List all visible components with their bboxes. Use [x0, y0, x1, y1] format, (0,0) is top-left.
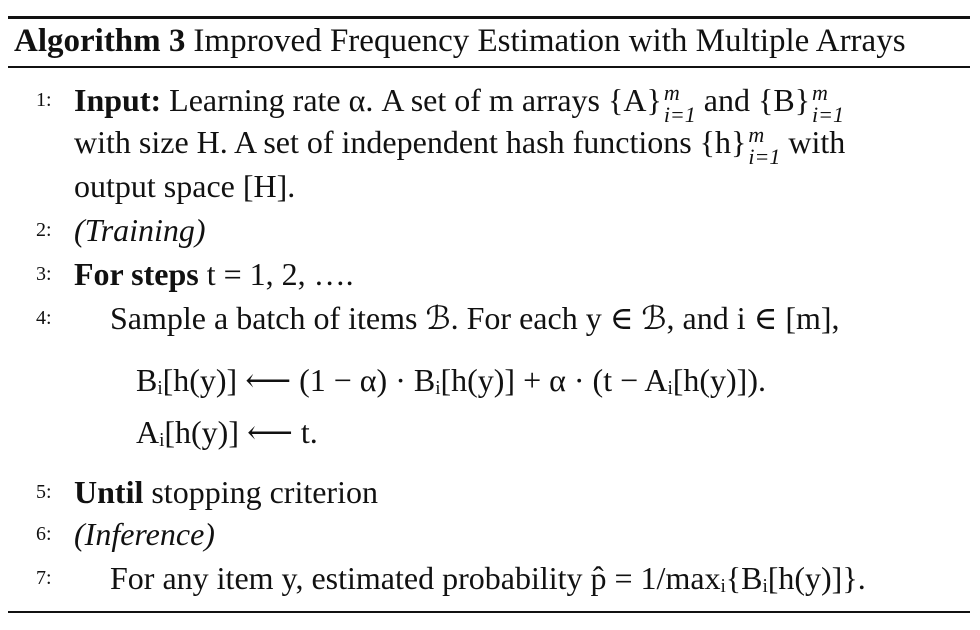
line-number-3: 3: [36, 263, 52, 285]
caption-rule [8, 66, 970, 68]
until-keyword: Until [74, 474, 144, 510]
for-steps-line [74, 254, 354, 294]
input-line-row-c [74, 166, 295, 206]
set-h-limits: m i=1 [748, 121, 781, 169]
line-number-6: 6: [36, 523, 52, 545]
until-line [74, 472, 378, 512]
line-number-1: 1: [36, 89, 52, 111]
set-b-limits: m i=1 [812, 79, 845, 127]
input-text-c: output space [H]. [74, 168, 296, 204]
update-equation-b: Bᵢ[h(y)] ⟵ (1 − α) · Bᵢ[h(y)] + α · (t − Aᵢ[h(y)]). [136, 362, 766, 398]
algorithm-title: Improved Frequency Estimation with Multiple Arrays [193, 22, 906, 59]
input-text-with: with [780, 124, 846, 160]
line-number-5: 5: [36, 481, 52, 503]
update-equation-a: Aᵢ[h(y)] ⟵ t. [136, 414, 318, 450]
input-keyword: Input: [74, 82, 162, 118]
line-number-2: 2: [36, 219, 52, 241]
algorithm-label: Algorithm 3 [14, 22, 186, 59]
set-a-limits: m i=1 [663, 79, 696, 127]
inference-comment: (Inference) [74, 516, 215, 552]
input-line-row-a [74, 80, 844, 126]
for-keyword: For steps [74, 256, 199, 292]
algorithm-caption [14, 18, 906, 64]
training-comment: (Training) [74, 212, 206, 248]
estimation-line: For any item y, estimated probability p̂ = 1/maxᵢ{Bᵢ[h(y)]}. [110, 560, 866, 596]
until-text: stopping criterion [143, 474, 378, 510]
sample-batch-line: Sample a batch of items ℬ. For each y ∈ ℬ, and i ∈ [m], [110, 300, 840, 336]
line-number-7: 7: [36, 567, 52, 589]
line-number-4: 4: [36, 307, 52, 329]
for-steps-text: t = 1, 2, …. [198, 256, 354, 292]
input-line-row-b [74, 122, 845, 168]
input-text-and: and {B} [695, 82, 811, 118]
input-text-a: Learning rate α. A set of m arrays {A} [169, 82, 662, 118]
bottom-rule [8, 611, 970, 613]
input-text-b: with size H. A set of independent hash functions {h} [74, 124, 747, 160]
